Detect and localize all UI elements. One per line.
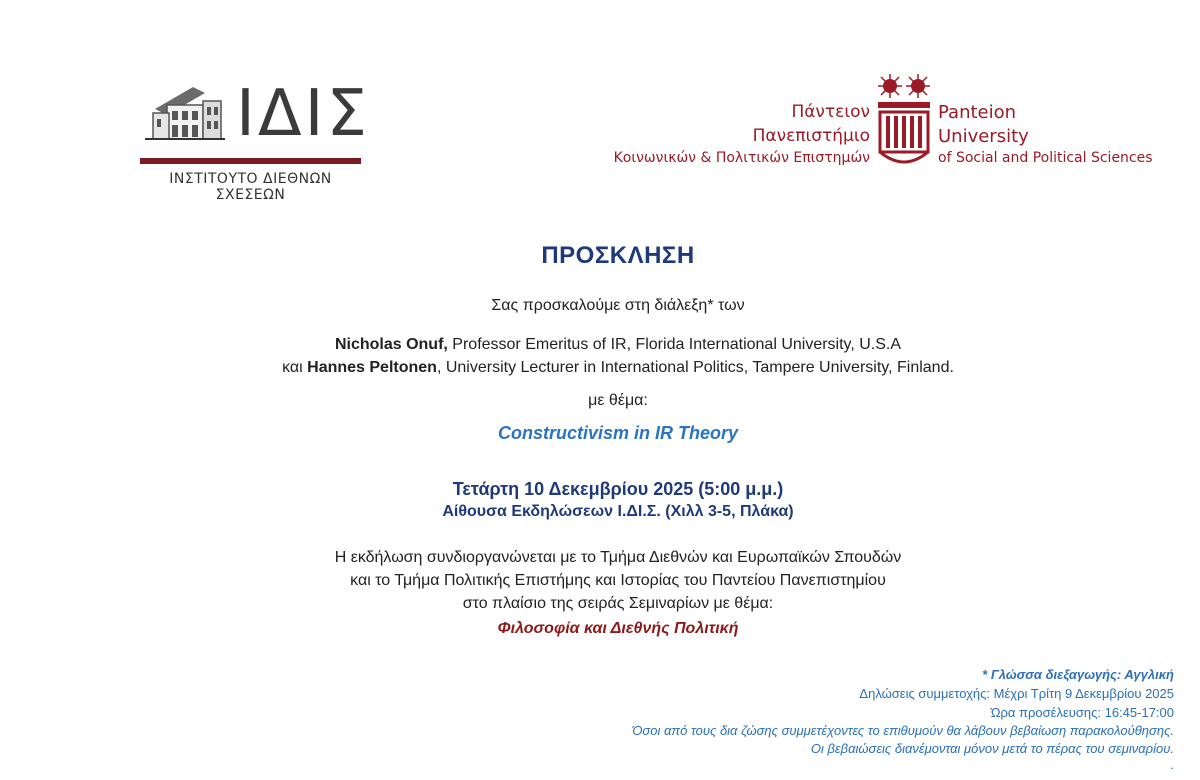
note-trailing-dot: . [1170,757,1174,772]
panteion-english-line3: of Social and Political Sciences [938,150,1153,166]
event-date: Τετάρτη 10 Δεκεμβρίου 2025 (5:00 μ.μ.) [452,479,784,499]
panteion-greek-line2: Πανεπιστήμιο [752,126,870,146]
panteion-english-line2: University [938,126,1029,147]
speaker-1-role: Professor Emeritus of IR, Florida International University, U.S.A [447,336,902,353]
speaker-2-name: Hannes Peltonen [307,359,437,376]
speaker-1-name: Nicholas Onuf, [334,336,448,353]
building-icon [145,81,225,141]
idis-wordmark: ΙΔΙΣ [236,77,370,151]
note-language: * Γλώσσα διεξαγωγής: Αγγλική [982,667,1174,682]
organizers-line-2: και το Τμήμα Πολιτικής Επιστήμης και Ιστορίας του Παντείου Πανεπιστημίου [350,572,886,589]
speaker-2-prefix: και [282,359,308,376]
idis-subtitle: ΙΝΣΤΙΤΟΥΤΟ ΔΙΕΘΝΩΝ ΣΧΕΣΕΩΝ [169,171,332,203]
note-certificate-2: Οι βεβαιώσεις διανέμονται μόνον μετά το πέρας του σεμιναρίου. [810,741,1174,756]
panteion-logo [600,70,1170,170]
note-arrival: Ώρα προσέλευσης: 16:45-17:00 [990,705,1174,720]
panteion-greek-line1: Πάντειον [791,102,870,122]
note-certificate-1: Όσοι από τους δια ζώσης συμμετέχοντες το επιθυμούν θα λάβουν βεβαίωση παρακολούθησης. [632,723,1174,738]
idis-logo [140,77,370,203]
invitation-title: ΠΡΟΣΚΛΗΣΗ [541,242,695,269]
invitation-intro: Σας προσκαλούμε στη διάλεξη* των [491,297,745,314]
lecture-title: Constructivism in IR Theory [497,423,739,443]
topic-intro: με θέμα: [588,392,648,409]
idis-divider [140,158,361,164]
speaker-2-role: , University Lecturer in International Politics, Tampere University, Finland. [436,359,954,376]
organizers-line-3: στο πλαίσιο της σειράς Σεμιναρίων με θέμα: [462,595,774,612]
speaker-1-line [0,336,1200,354]
panteion-greek-line3: Κοινωνικών & Πολιτικών Επιστημών [613,150,870,166]
seminar-series-title: Φιλοσοφία και Διεθνής Πολιτική [497,620,739,637]
event-venue: Αίθουσα Εκδηλώσεων Ι.ΔΙ.Σ. (Χιλλ 3-5, Πλάκα) [442,503,794,520]
organizers-line-1: Η εκδήλωση συνδιοργανώνεται με το Τμήμα Διεθνών και Ευρωπαϊκών Σπουδών [334,549,902,566]
panteion-english-line1: Panteion [938,102,1017,123]
speaker-2-line [0,359,1200,377]
panteion-seal-icon [876,72,932,168]
note-registration: Δηλώσεις συμμετοχής: Μέχρι Τρίτη 9 Δεκεμβρίου 2025 [859,686,1174,701]
